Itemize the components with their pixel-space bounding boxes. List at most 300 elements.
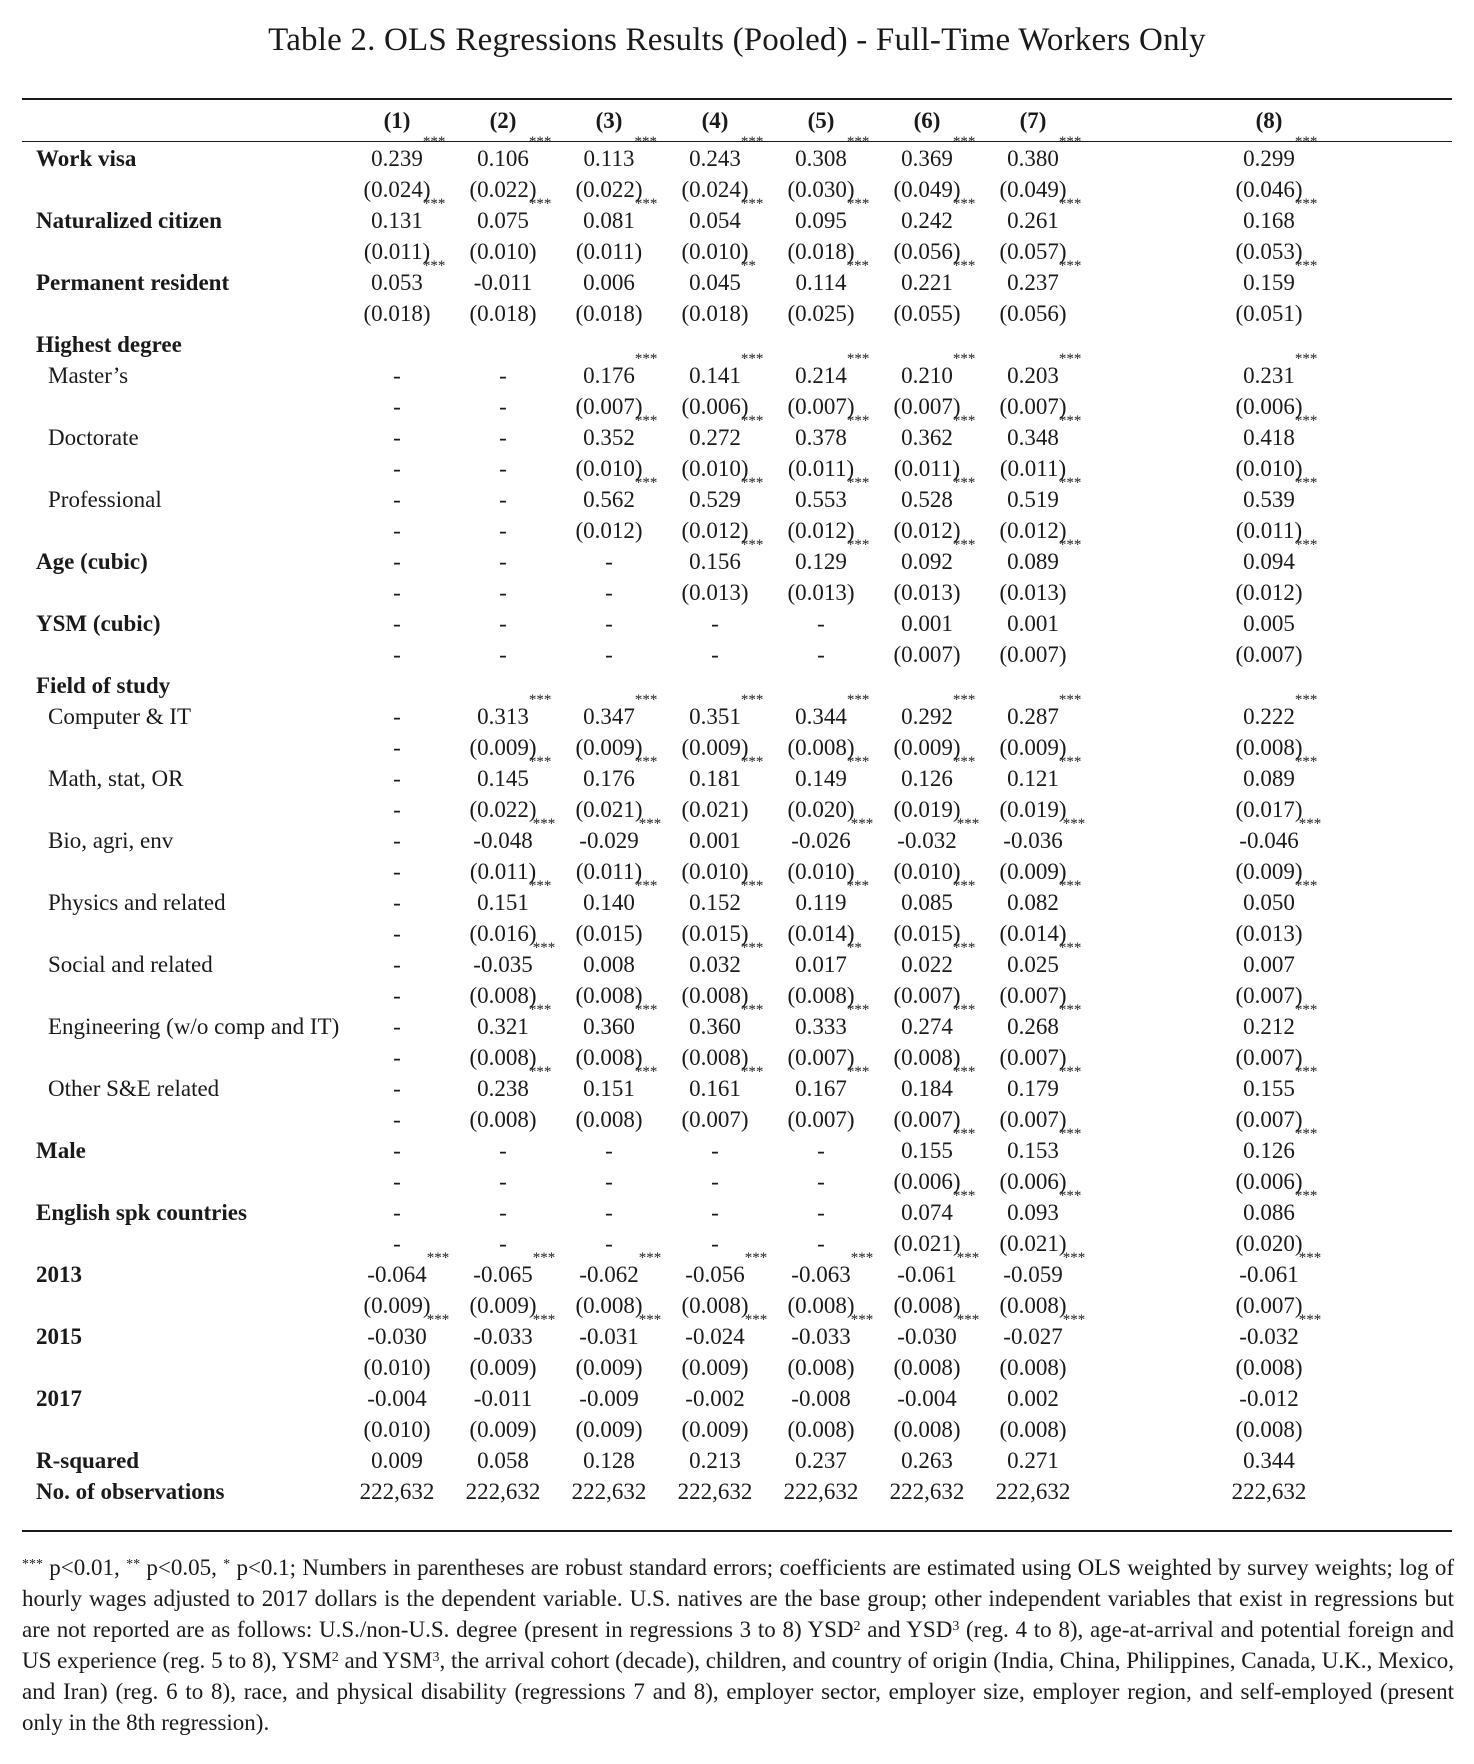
- coefficient-value: 0.221: [901, 270, 953, 295]
- significance-stars: ***: [740, 754, 764, 770]
- significance-stars: ***: [846, 1064, 870, 1080]
- standard-error-cell: (0.010): [363, 1417, 431, 1442]
- coefficient-value: -: [393, 549, 401, 574]
- standard-error-cell: -: [393, 859, 401, 884]
- standard-error-cell: (0.008): [999, 1417, 1067, 1442]
- coefficient-value: 0.274: [901, 1014, 953, 1039]
- significance-stars: ***: [956, 816, 980, 832]
- significance-stars: ***: [1294, 1002, 1318, 1018]
- standard-error-cell: (0.011): [1235, 518, 1303, 543]
- empty-cell: [1086, 670, 1452, 701]
- significance-stars: ***: [740, 196, 764, 212]
- coefficient-row: [22, 267, 1452, 298]
- coefficient-value: -: [393, 1076, 401, 1101]
- coefficient-value: -0.027: [1003, 1324, 1063, 1349]
- standard-error-cell: (0.057): [999, 239, 1067, 264]
- coefficient-value-wrap: [393, 1073, 401, 1104]
- standard-error-cell: (0.009): [999, 859, 1067, 884]
- coefficient-value-wrap: [689, 134, 764, 174]
- coefficient-value: -0.008: [791, 1386, 851, 1411]
- row-label-blank: [22, 1166, 344, 1197]
- standard-error-cell: (0.008): [469, 1045, 537, 1070]
- standard-error-cell: -: [393, 518, 401, 543]
- coefficient-value: -: [711, 1138, 719, 1163]
- row-label: Naturalized citizen: [36, 208, 222, 233]
- standard-error-cell: (0.010): [363, 1355, 431, 1380]
- standard-error-cell: -: [817, 1231, 825, 1256]
- coefficient-value: 0.092: [901, 549, 953, 574]
- stat-cell: 222,632: [783, 1479, 859, 1504]
- note-text: (reg. 4 to 8), age-at-arrival and potential foreign and US experience (reg. 5 to 8), YSM: [22, 1617, 1454, 1673]
- coefficient-cell: [874, 258, 980, 298]
- coefficient-value: 0.089: [1243, 766, 1295, 791]
- coefficient-cell: [556, 546, 662, 577]
- coefficient-value-wrap: [367, 1383, 426, 1414]
- significance-stars: ***: [634, 692, 658, 708]
- coefficient-value-wrap: [393, 1011, 401, 1042]
- coefficient-cell: [662, 258, 768, 298]
- coefficient-cell: [768, 816, 874, 856]
- coefficient-value-wrap: [583, 949, 635, 980]
- row-label-blank: [22, 918, 344, 949]
- significance-stars: ***: [1058, 878, 1082, 894]
- significance-stars: ***: [952, 1126, 976, 1142]
- stat-cell: 222,632: [1231, 1479, 1307, 1504]
- coefficient-cell: [768, 940, 874, 980]
- coefficient-value: 0.005: [1243, 611, 1295, 636]
- coefficient-cell: [874, 1383, 980, 1414]
- coefficient-value-wrap: [1007, 608, 1059, 639]
- table-title: Table 2. OLS Regressions Results (Pooled) - Full-Time Workers Only: [268, 22, 1206, 58]
- coefficient-row: [22, 484, 1452, 515]
- stat-cell: 0.009: [371, 1448, 423, 1473]
- coefficient-value-wrap: [499, 360, 507, 391]
- row-label: Highest degree: [36, 332, 182, 357]
- coefficient-value: -0.063: [791, 1262, 851, 1287]
- coefficient-cell: [450, 1312, 556, 1352]
- standard-error-cell: (0.030): [787, 177, 855, 202]
- standard-error-cell: (0.017): [1235, 797, 1303, 822]
- coefficient-cell: [874, 475, 980, 515]
- standard-error-cell: (0.007): [787, 394, 855, 419]
- significance-stars: ***: [422, 134, 446, 150]
- standard-error-row: [22, 1166, 1452, 1197]
- coefficient-value: -: [605, 549, 613, 574]
- coefficient-cell: [450, 754, 556, 794]
- column-header: (7): [1019, 107, 1047, 133]
- coefficient-value-wrap: [371, 134, 446, 174]
- coefficient-value: 0.001: [901, 611, 953, 636]
- coefficient-value: 0.075: [477, 208, 529, 233]
- coefficient-value-wrap: [393, 887, 401, 918]
- coefficient-value: -0.024: [685, 1324, 745, 1349]
- standard-error-row: [22, 577, 1452, 608]
- coefficient-value-wrap: [393, 701, 401, 732]
- coefficient-cell: [662, 825, 768, 856]
- standard-error-cell: -: [393, 1107, 401, 1132]
- coefficient-cell: [556, 475, 662, 515]
- coefficient-value-wrap: [473, 1250, 556, 1290]
- significance-stars: ***: [426, 1250, 450, 1266]
- coefficient-value: 0.562: [583, 487, 635, 512]
- row-label-blank: [22, 980, 344, 1011]
- coefficient-value-wrap: [1007, 134, 1082, 174]
- standard-error-cell: -: [393, 797, 401, 822]
- coefficient-row: [22, 608, 1452, 639]
- coefficient-value-wrap: [1243, 258, 1318, 298]
- standard-error-cell: (0.012): [787, 518, 855, 543]
- coefficient-cell: [556, 878, 662, 918]
- standard-error-cell: (0.010): [575, 456, 643, 481]
- significance-stars: ***: [528, 1064, 552, 1080]
- standard-error-cell: (0.012): [1235, 580, 1303, 605]
- coefficient-cell: [344, 360, 450, 391]
- significance-stars: ***: [952, 754, 976, 770]
- standard-error-cell: (0.008): [999, 1293, 1067, 1318]
- standard-error-cell: (0.009): [1235, 859, 1303, 884]
- significance-stars: ***: [634, 1064, 658, 1080]
- significance-stars: ***: [846, 878, 869, 894]
- note-text: and YSD: [860, 1617, 953, 1642]
- coefficient-value-wrap: [605, 1197, 613, 1228]
- coefficient-cell: [344, 1011, 450, 1042]
- significance-stars: ***: [532, 816, 556, 832]
- coefficient-cell: [662, 754, 768, 794]
- significance-stars: ***: [952, 196, 976, 212]
- coefficient-value: 0.131: [371, 208, 423, 233]
- significance-stars: ***: [634, 878, 658, 894]
- coefficient-cell: [344, 196, 450, 236]
- significance-stars: ***: [1298, 816, 1322, 832]
- coefficient-value: -0.009: [579, 1386, 639, 1411]
- row-label-blank: [22, 174, 344, 205]
- coefficient-cell: [556, 413, 662, 453]
- coefficient-value-wrap: [583, 1064, 658, 1104]
- standard-error-cell: (0.008): [893, 1293, 961, 1318]
- coefficient-cell: [980, 608, 1086, 639]
- coefficient-cell: [344, 1312, 450, 1352]
- coefficient-value-wrap: [1007, 537, 1082, 577]
- coefficient-cell: [662, 1002, 768, 1042]
- coefficient-value: 0.214: [795, 363, 847, 388]
- coefficient-cell: [662, 134, 768, 174]
- standard-error-cell: (0.010): [681, 456, 749, 481]
- coefficient-cell: [556, 816, 662, 856]
- standard-error-cell: (0.008): [999, 1355, 1067, 1380]
- coefficient-value: -: [393, 425, 401, 450]
- column-header-row: [22, 100, 1452, 141]
- significance-stars: ***: [1062, 816, 1086, 832]
- coefficient-cell: [662, 692, 768, 732]
- significance-stars: ***: [634, 351, 658, 367]
- standard-error-cell: (0.010): [1235, 456, 1303, 481]
- coefficient-value-wrap: [689, 940, 764, 980]
- coefficient-value-wrap: [473, 1312, 556, 1352]
- standard-error-row: [22, 1228, 1452, 1259]
- coefficient-cell: [344, 887, 450, 918]
- coefficient-cell: [556, 1197, 662, 1228]
- standard-error-cell: (0.007): [893, 983, 961, 1008]
- coefficient-cell: [556, 267, 662, 298]
- column-header: (6): [913, 107, 941, 133]
- coefficient-value-wrap: [605, 1135, 613, 1166]
- coefficient-value-wrap: [791, 816, 874, 856]
- coefficient-value-wrap: [583, 196, 658, 236]
- significance-stars: ***: [740, 134, 764, 150]
- significance-stars: ***: [1058, 196, 1082, 212]
- coefficient-value: -: [499, 549, 507, 574]
- coefficient-cell: [556, 608, 662, 639]
- coefficient-value-wrap: [1007, 1126, 1082, 1166]
- coefficient-value: 0.002: [1007, 1386, 1059, 1411]
- coefficient-cell: [556, 1312, 662, 1352]
- coefficient-value: -: [393, 611, 401, 636]
- standard-error-cell: -: [393, 580, 401, 605]
- coefficient-value: 0.106: [477, 146, 529, 171]
- coefficient-value: 0.348: [1007, 425, 1059, 450]
- significance-stars: ***: [426, 1312, 450, 1328]
- standard-error-cell: (0.011): [787, 456, 855, 481]
- significance-stars: ***: [740, 692, 764, 708]
- coefficient-value: 0.184: [901, 1076, 953, 1101]
- coefficient-cell: [344, 258, 450, 298]
- significance-stars: ***: [528, 134, 552, 150]
- coefficient-value-wrap: [1003, 816, 1086, 856]
- coefficient-value-wrap: [583, 754, 658, 794]
- coefficient-value-wrap: [1007, 940, 1082, 980]
- standard-error-cell: -: [499, 518, 507, 543]
- coefficient-cell: [344, 1073, 450, 1104]
- standard-error-cell: (0.021): [999, 1231, 1067, 1256]
- coefficient-value: -0.032: [1239, 1324, 1299, 1349]
- significance-stars: ***: [532, 940, 556, 956]
- coefficient-value-wrap: [901, 196, 976, 236]
- coefficient-cell: [344, 484, 450, 515]
- coefficient-value-wrap: [1007, 1002, 1082, 1042]
- coefficient-cell: [556, 134, 662, 174]
- column-header-blank: [22, 100, 344, 141]
- standard-error-cell: (0.009): [469, 735, 537, 760]
- coefficient-value: -: [393, 1138, 401, 1163]
- coefficient-cell: [450, 1383, 556, 1414]
- coefficient-value-wrap: [473, 940, 556, 980]
- coefficient-row: [22, 1321, 1452, 1352]
- coefficient-value-wrap: [901, 1126, 976, 1166]
- coefficient-cell: [980, 475, 1086, 515]
- coefficient-value: -0.035: [473, 952, 533, 977]
- coefficient-value: 0.119: [795, 890, 847, 915]
- coefficient-cell: [874, 1188, 980, 1228]
- significance-stars: ***: [1294, 196, 1318, 212]
- coefficient-value: 0.168: [1243, 208, 1295, 233]
- row-label-blank: [22, 732, 344, 763]
- coefficient-value-wrap: [393, 1135, 401, 1166]
- coefficient-cell: [874, 692, 980, 732]
- coefficient-value-wrap: [1243, 754, 1318, 794]
- coefficient-cell: [556, 692, 662, 732]
- standard-error-cell: -: [499, 642, 507, 667]
- coefficient-value: -0.011: [473, 270, 533, 295]
- coefficient-value: 0.017: [795, 952, 847, 977]
- standard-error-cell: (0.007): [1235, 983, 1303, 1008]
- standard-error-cell: (0.046): [1235, 177, 1303, 202]
- standard-error-cell: (0.013): [1235, 921, 1303, 946]
- significance-stars: ***: [740, 878, 764, 894]
- coefficient-value: 0.418: [1243, 425, 1295, 450]
- coefficient-cell: [980, 1064, 1086, 1104]
- standard-error-cell: (0.056): [893, 239, 961, 264]
- coefficient-value-wrap: [795, 537, 870, 577]
- coefficient-value: -0.012: [1239, 1386, 1299, 1411]
- coefficient-value: 0.155: [1243, 1076, 1295, 1101]
- coefficient-value: -: [393, 1014, 401, 1039]
- coefficient-cell: [874, 196, 980, 236]
- coefficient-cell: [768, 608, 874, 639]
- coefficient-value: 0.086: [1243, 1200, 1295, 1225]
- coefficient-value-wrap: [579, 1250, 662, 1290]
- coefficient-value: 0.369: [901, 146, 953, 171]
- coefficient-value: -: [393, 766, 401, 791]
- coefficient-cell: [450, 878, 556, 918]
- coefficient-cell: [1086, 1250, 1452, 1290]
- standard-error-cell: (0.008): [787, 983, 855, 1008]
- standard-error-cell: (0.014): [999, 921, 1067, 946]
- coefficient-value-wrap: [477, 754, 552, 794]
- coefficient-value: 0.261: [1007, 208, 1059, 233]
- coefficient-cell: [980, 940, 1086, 980]
- row-label-blank: [22, 577, 344, 608]
- coefficient-cell: [556, 1064, 662, 1104]
- coefficient-value: 0.176: [583, 363, 635, 388]
- coefficient-cell: [556, 949, 662, 980]
- note-text: p<0.05,: [140, 1555, 224, 1580]
- coefficient-cell: [980, 134, 1086, 174]
- coefficient-value-wrap: [579, 816, 662, 856]
- standard-error-cell: (0.007): [999, 642, 1067, 667]
- stat-cell: 0.344: [1243, 1448, 1295, 1473]
- coefficient-value: 0.528: [901, 487, 953, 512]
- coefficient-value-wrap: [689, 258, 756, 298]
- row-label: Male: [36, 1138, 86, 1163]
- standard-error-cell: -: [393, 1045, 401, 1070]
- coefficient-value: -: [499, 487, 507, 512]
- significance-stars: ***: [846, 413, 870, 429]
- significance-stars: ***: [1294, 258, 1318, 274]
- coefficient-value: -0.033: [791, 1324, 851, 1349]
- coefficient-value: 0.152: [689, 890, 741, 915]
- coefficient-value-wrap: [1007, 1064, 1082, 1104]
- coefficient-value: 0.022: [901, 952, 953, 977]
- significance-stars: ***: [846, 134, 870, 150]
- standard-error-cell: -: [499, 456, 507, 481]
- significance-stars: ***: [1294, 475, 1318, 491]
- standard-error-cell: -: [393, 642, 401, 667]
- coefficient-cell: [450, 1197, 556, 1228]
- row-label: Social and related: [48, 952, 213, 977]
- coefficient-cell: [768, 413, 874, 453]
- coefficient-value-wrap: [393, 763, 401, 794]
- coefficient-value: -: [711, 1200, 719, 1225]
- coefficient-value: 0.089: [1007, 549, 1059, 574]
- coefficient-value: -: [499, 1200, 507, 1225]
- standard-error-cell: -: [605, 1169, 613, 1194]
- coefficient-value-wrap: [477, 134, 552, 174]
- coefficient-value-wrap: [795, 754, 870, 794]
- coefficient-row: [22, 1259, 1452, 1290]
- row-label-blank: [22, 1228, 344, 1259]
- stat-row: [22, 1445, 1452, 1476]
- row-label: Engineering (w/o comp and IT): [48, 1014, 340, 1039]
- coefficient-value-wrap: [685, 1383, 744, 1414]
- standard-error-cell: (0.007): [787, 1045, 855, 1070]
- standard-error-cell: (0.016): [469, 921, 537, 946]
- coefficient-value-wrap: [499, 1135, 507, 1166]
- standard-error-cell: (0.013): [681, 580, 749, 605]
- coefficient-value: 0.167: [795, 1076, 847, 1101]
- coefficient-value: -0.030: [367, 1324, 427, 1349]
- coefficient-cell: [662, 196, 768, 236]
- coefficient-value-wrap: [1243, 608, 1295, 639]
- coefficient-cell: [344, 949, 450, 980]
- coefficient-cell: [450, 1064, 556, 1104]
- coefficient-value-wrap: [689, 825, 741, 856]
- stat-cell: 222,632: [571, 1479, 647, 1504]
- coefficient-cell: [768, 878, 874, 918]
- standard-error-cell: (0.007): [999, 983, 1067, 1008]
- coefficient-value-wrap: [583, 134, 657, 174]
- significance-stars: ***: [634, 754, 658, 770]
- coefficient-cell: [1086, 1312, 1452, 1352]
- coefficient-cell: [1086, 608, 1452, 639]
- standard-error-cell: -: [817, 642, 825, 667]
- coefficient-value: 0.272: [689, 425, 741, 450]
- significance-stars: ***: [952, 878, 976, 894]
- coefficient-value: 0.308: [795, 146, 847, 171]
- coefficient-value-wrap: [1243, 1002, 1318, 1042]
- coefficient-value: -: [393, 890, 401, 915]
- significance-stars: ***: [1058, 1002, 1082, 1018]
- coefficient-cell: [344, 134, 450, 174]
- coefficient-value-wrap: [579, 1383, 638, 1414]
- coefficient-cell: [662, 351, 768, 391]
- coefficient-value-wrap: [499, 546, 507, 577]
- row-label-blank: [22, 1352, 344, 1383]
- standard-error-cell: (0.008): [575, 983, 643, 1008]
- standard-error-cell: (0.009): [469, 1417, 537, 1442]
- coefficient-value: 0.231: [1243, 363, 1295, 388]
- significance-stars: ***: [952, 258, 976, 274]
- significance-stars: ***: [634, 134, 657, 150]
- coefficient-value: 0.074: [901, 1200, 953, 1225]
- coefficient-value: 0.313: [477, 704, 529, 729]
- stat-cell: 222,632: [889, 1479, 965, 1504]
- coefficient-value: -0.061: [1239, 1262, 1299, 1287]
- coefficient-row: [22, 1383, 1452, 1414]
- row-label: No. of observations: [36, 1479, 225, 1504]
- significance-stars: ***: [1058, 940, 1082, 956]
- standard-error-cell: (0.009): [363, 1293, 431, 1318]
- significance-stars: ***: [744, 1250, 768, 1266]
- significance-stars: ***: [1062, 1250, 1086, 1266]
- standard-error-cell: (0.010): [469, 239, 537, 264]
- significance-stars: ***: [740, 351, 764, 367]
- coefficient-cell: [1086, 878, 1452, 918]
- note-text: and YSM: [338, 1648, 433, 1673]
- coefficient-row: [22, 701, 1452, 732]
- coefficient-cell: [1086, 537, 1452, 577]
- coefficient-cell: [768, 134, 874, 174]
- standard-error-cell: (0.015): [575, 921, 643, 946]
